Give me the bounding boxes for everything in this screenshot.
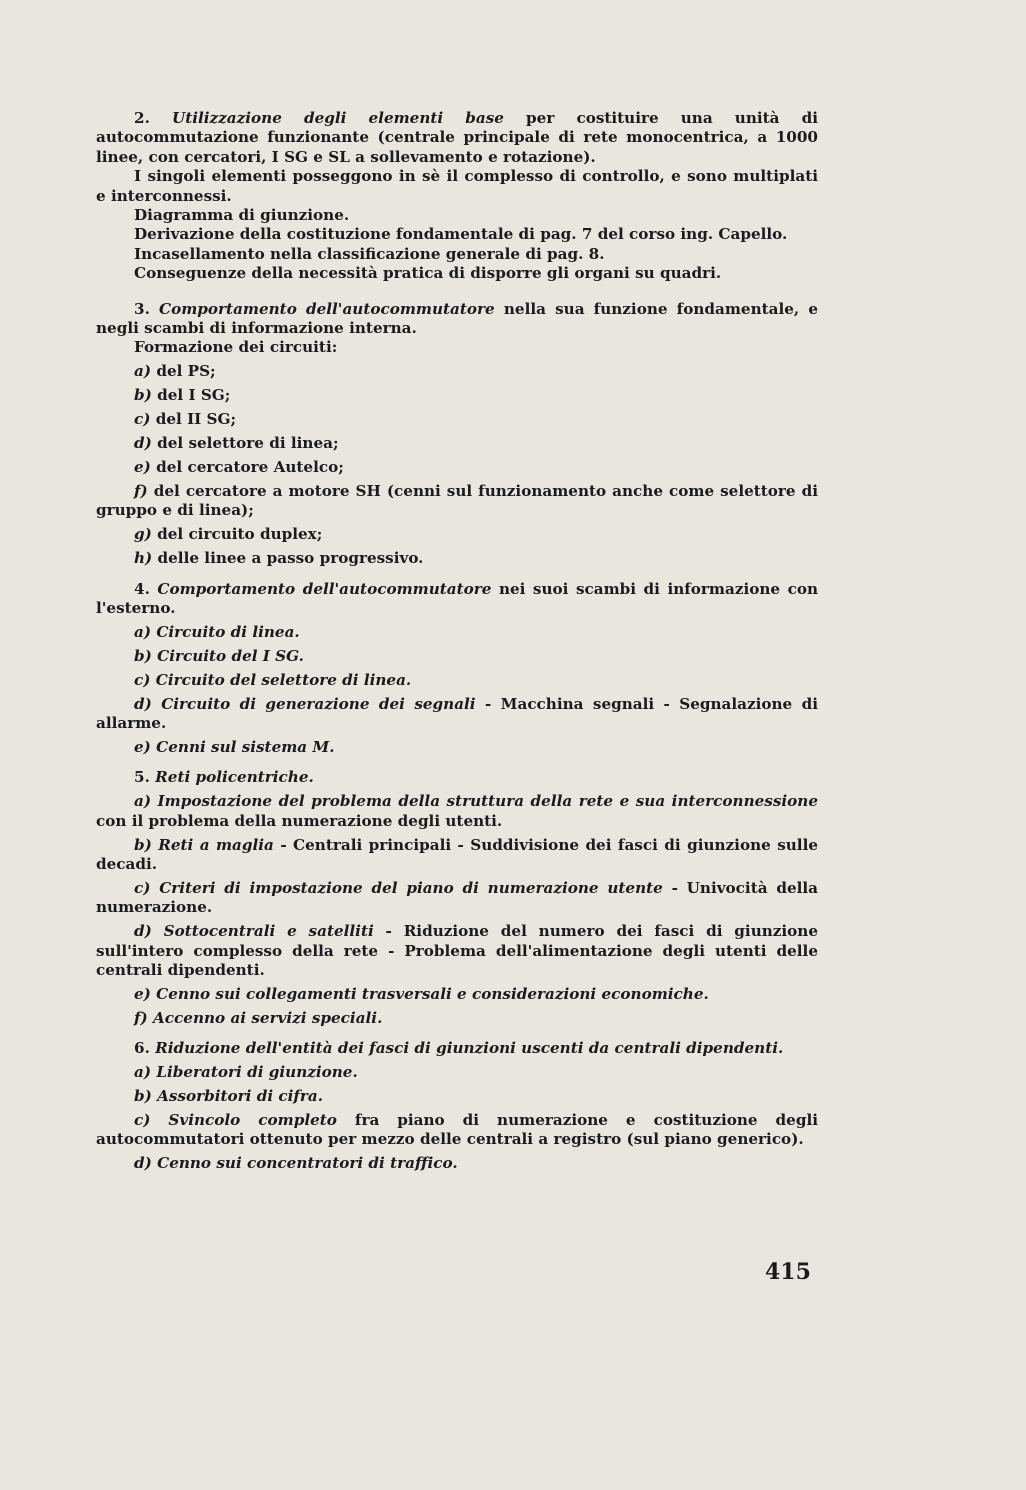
section-3-line: Formazione dei circuiti: — [134, 338, 338, 357]
list-item: e) del cercatore Autelco; — [134, 458, 344, 476]
section-5-title: Reti policentriche. — [155, 768, 314, 787]
section-2-heading: 2. Utilizzazione degli elementi base per costituire una unità di autocommutazione funzionante (centrale principale di rete monocentrica, a 1000 linee, con cercatori, I SG e SL a sollevamento e rotazione). — [96, 109, 818, 166]
section-2-title: Utilizzazione degli elementi base — [171, 109, 504, 127]
list-item: c) Criteri di impostazione del piano di numerazione utente - Univocità della numerazione. — [96, 878, 818, 917]
list-item: c) del II SG; — [134, 410, 237, 429]
page-body — [96, 109, 818, 1174]
list-item: c) Svincolo completo fra piano di numerazione e costituzione degli autocommutatori ottenuto per mezzo delle centrali a registro (sul piano generico). — [96, 1110, 818, 1149]
section-4-title: Comportamento dell'autocommutatore — [157, 579, 492, 598]
section-2-line: I singoli elementi posseggono in sè il complesso di controllo, e sono multiplati e interconnessi. — [96, 167, 818, 205]
section-4-heading: 4. Comportamento dell'autocommutatore nei suoi scambi di informazione con l'esterno. — [96, 579, 818, 617]
list-item: a) Liberatori di giunzione. — [134, 1063, 358, 1082]
list-item: b) Reti a maglia - Centrali principali - Suddivisione dei fasci di giunzione sulle decadi. — [96, 835, 819, 873]
list-item: h) delle linee a passo progressivo. — [134, 549, 424, 568]
list-item: g) del circuito duplex; — [134, 525, 323, 544]
list-item: d) Cenno sui concentratori di traffico. — [134, 1154, 458, 1173]
section-6-heading: 6. Riduzione dell'entità dei fasci di giunzioni uscenti da centrali dipendenti. — [134, 1039, 784, 1058]
list-item: e) Cenno sui collegamenti trasversali e considerazioni economiche. — [134, 984, 709, 1003]
list-item: e) Cenni sul sistema M. — [134, 737, 335, 756]
list-item: f) Accenno ai servizi speciali. — [134, 1008, 383, 1027]
section-3-heading: 3. Comportamento dell'autocommutatore nella sua funzione fondamentale, e negli scambi di informazione interna. — [96, 299, 819, 338]
section-3-title: Comportamento dell'autocommutatore — [159, 299, 495, 318]
section-6-title: Riduzione dell'entità dei fasci di giunzioni uscenti da centrali dipendenti. — [155, 1039, 784, 1058]
section-2-line: Conseguenze della necessità pratica di disporre gli organi su quadri. — [134, 264, 722, 283]
section-2-line: Incasellamento nella classificazione generale di pag. 8. — [134, 244, 605, 263]
list-item: f) del cercatore a motore SH (cenni sul funzionamento anche come selettore di gruppo e di linea); — [96, 481, 818, 520]
list-item: d) Circuito di generazione dei segnali - Macchina segnali - Segnalazione di allarme. — [96, 694, 818, 732]
list-item: b) del I SG; — [134, 386, 231, 405]
list-item: b) Assorbitori di cifra. — [134, 1086, 324, 1105]
list-item: a) Circuito di linea. — [134, 622, 300, 641]
page-number: 415 — [765, 1259, 811, 1285]
list-item: c) Circuito del selettore di linea. — [134, 670, 412, 689]
list-item: d) Sottocentrali e satelliti - Riduzione del numero dei fasci di giunzione sull'intero complesso della rete - Problema dell'alimentazione degli utenti delle centrali dipendenti. — [96, 922, 819, 979]
section-2-line: Diagramma di giunzione. — [134, 206, 350, 225]
list-item: d) del selettore di linea; — [134, 434, 339, 453]
section-2-line: Derivazione della costituzione fondamentale di pag. 7 del corso ing. Capello. — [134, 225, 788, 244]
list-item: a) Impostazione del problema della struttura della rete e sua interconnessione con il problema della numerazione degli utenti. — [96, 792, 818, 830]
list-item: a) del PS; — [134, 362, 216, 381]
section-5-heading: 5. Reti policentriche. — [134, 768, 314, 787]
list-item: b) Circuito del I SG. — [134, 646, 304, 665]
